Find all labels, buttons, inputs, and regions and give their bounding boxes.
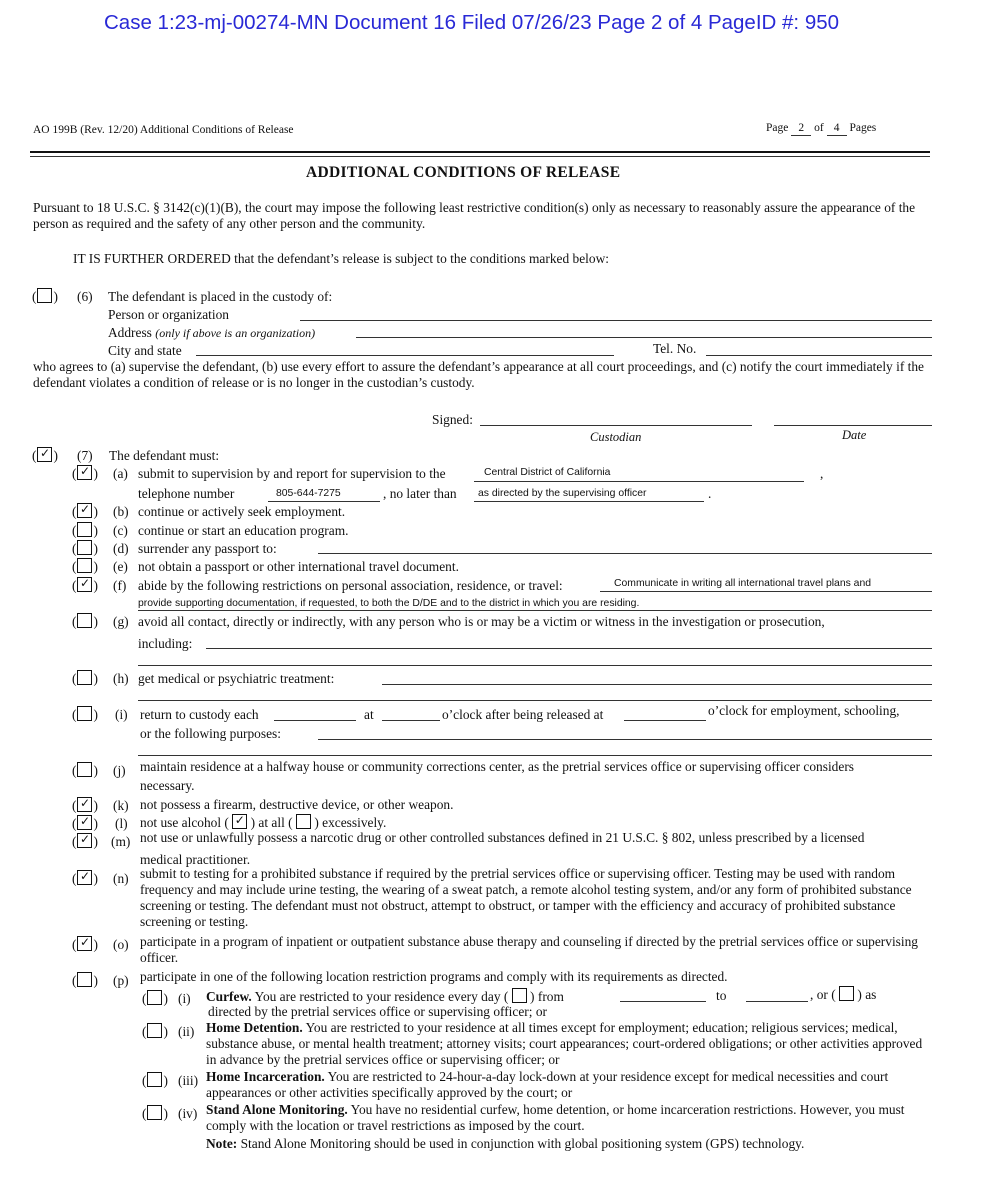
condition-e-letter: (e) [113, 559, 128, 574]
condition-g-text: avoid all contact, directly or indirectly, with any person who is or may be a victim or witness in the investigation or prosecution, [138, 614, 825, 629]
condition-f-text: abide by the following restrictions on personal association, residence, or travel: [138, 578, 563, 593]
curfew-text-1: You are restricted to your residence every day ( [254, 989, 509, 1004]
condition-c-text: continue or start an education program. [138, 523, 349, 538]
telephone-line [268, 501, 380, 502]
condition-b-letter: (b) [113, 504, 129, 519]
checkbox-icon [77, 870, 92, 885]
checkbox-icon [77, 706, 92, 721]
telephone-value: 805-644-7275 [276, 488, 341, 499]
condition-6-checkbox[interactable]: ( ) [32, 289, 58, 304]
no-later-label: , no later than [383, 486, 457, 501]
home-incarceration-body: You are restricted to 24-hour-a-day lock-down at your residence except for medical necessities and court appearances or other activities specifically approved by the court; or [206, 1069, 889, 1101]
curfew-as-text: ) as [857, 987, 877, 1002]
condition-b-text: continue or actively seek employment. [138, 504, 346, 519]
note-text: Stand Alone Monitoring should be used in conjunction with global positioning system (GPS) technology. [240, 1136, 805, 1151]
condition-k-letter: (k) [113, 798, 129, 813]
condition-l-text [140, 814, 386, 830]
checkbox-icon [77, 815, 92, 830]
checkbox-icon [77, 540, 92, 555]
curfew-from-line [620, 1001, 706, 1002]
travel-restriction-underline2 [138, 610, 932, 611]
stand-alone-monitoring-letter: (iv) [178, 1106, 198, 1121]
condition-d-checkbox[interactable]: ( ) [72, 541, 98, 556]
travel-restriction-underline1 [600, 591, 932, 592]
address-label [108, 325, 315, 341]
release-time-line [624, 720, 706, 721]
condition-o-text: participate in a program of inpatient or outpatient substance abuse therapy and counseling if directed by the pretrial services office or supervising officer. [140, 934, 919, 966]
condition-m-checkbox[interactable]: (✓ ) [72, 833, 98, 850]
home-detention-body: You are restricted to your residence at all times except for employment; education; religious services; medical, substance abuse, or mental health treatment; attorney visits; court appearances; court-ordered obligations; or other activities approved in advance by the pretrial services office or supervising officer; or [206, 1020, 923, 1068]
ordered-statement: IT IS FURTHER ORDERED that the defendant’s release is subject to the conditions marked below: [73, 251, 609, 266]
checkbox-icon [37, 447, 52, 462]
page-number: 2 [791, 121, 811, 136]
checkbox-icon [77, 522, 92, 537]
date-line [774, 425, 932, 426]
purposes-line-1 [318, 739, 932, 740]
i-for: o’clock for employment, schooling, [708, 703, 900, 718]
city-line [196, 355, 614, 356]
i-after: o’clock after being released at [442, 707, 604, 722]
return-time-line [382, 720, 440, 721]
form-id: AO 199B (Rev. 12/20) Additional Conditions of Release [33, 124, 294, 136]
case-banner: Case 1:23-mj-00274-MN Document 16 Filed 07/26/23 Page 2 of 4 PageID #: 950 [104, 11, 840, 34]
curfew-or [810, 986, 876, 1002]
curfew-as-directed-checkbox[interactable] [839, 986, 854, 1001]
i-purposes: or the following purposes: [140, 726, 281, 741]
home-incarceration-text [206, 1069, 934, 1101]
curfew-or-text: , or ( [810, 987, 836, 1002]
curfew-to-line [746, 1001, 808, 1002]
monitoring-note [206, 1136, 804, 1151]
of-label: of [814, 122, 824, 134]
curfew-checkbox[interactable]: ( ) [142, 991, 168, 1006]
checkbox-icon [147, 1023, 162, 1038]
treatment-line-1 [382, 684, 932, 685]
condition-c-letter: (c) [113, 523, 128, 538]
condition-p-text: participate in one of the following location restriction programs and comply with its requirements as directed. [140, 969, 728, 984]
address-label-text: Address [108, 325, 152, 340]
condition-n-letter: (n) [113, 871, 129, 886]
condition-d-text: surrender any passport to: [138, 541, 277, 556]
home-detention-checkbox[interactable]: ( ) [142, 1024, 168, 1039]
condition-7-label: (7) [77, 448, 93, 463]
condition-o-letter: (o) [113, 937, 129, 952]
address-line [356, 337, 932, 338]
condition-j-text2: necessary. [140, 778, 195, 793]
condition-i-text: return to custody each [140, 707, 259, 722]
checkbox-icon [77, 465, 92, 480]
home-detention-text [206, 1020, 934, 1068]
home-incarceration-checkbox[interactable]: ( ) [142, 1073, 168, 1088]
checkbox-icon [147, 1072, 162, 1087]
contact-line-2 [138, 665, 932, 666]
address-note: (only if above is an organization) [155, 326, 316, 340]
checkbox-icon [77, 972, 92, 987]
city-label: City and state [108, 343, 182, 358]
condition-7-checkbox[interactable]: (✓ ) [32, 447, 58, 464]
l-text-1: not use alcohol ( [140, 815, 229, 830]
l-text-2: ) at all ( [250, 815, 293, 830]
condition-6-label: (6) [77, 289, 93, 304]
condition-i-checkbox[interactable]: ( ) [72, 707, 98, 722]
checkbox-icon [77, 797, 92, 812]
report-deadline-line [474, 501, 704, 502]
intro-paragraph: Pursuant to 18 U.S.C. § 3142(c)(1)(B), the court may impose the following least restrictive condition(s) only as necessary to reasonably assure the appearance of the person as required and the safety of any other person and the community. [33, 200, 916, 232]
contact-line-1 [206, 648, 932, 649]
condition-i-letter: (i) [115, 707, 128, 722]
pages-label: Pages [849, 122, 877, 134]
stand-alone-monitoring-body: You have no residential curfew, home detention, or home incarceration restrictions. However, you must comply with the location or travel restrictions as imposed by the court. [206, 1102, 905, 1134]
supervision-district: Central District of California [484, 467, 611, 478]
page-indicator [766, 121, 876, 136]
travel-restriction-line2: provide supporting documentation, if requested, to both the D/DE and to the district in which you are residing. [138, 598, 640, 609]
checkbox-icon [77, 936, 92, 951]
l-text-3: ) excessively. [314, 815, 387, 830]
condition-j-checkbox[interactable]: ( ) [72, 763, 98, 778]
checkbox-icon [147, 990, 162, 1005]
condition-h-text: get medical or psychiatric treatment: [138, 671, 335, 686]
date-caption: Date [842, 428, 867, 442]
checkbox-icon [77, 833, 92, 848]
document-title: ADDITIONAL CONDITIONS OF RELEASE [306, 164, 621, 181]
condition-g-including: including: [138, 636, 193, 651]
a-comma: , [820, 466, 824, 481]
curfew-title: Curfew. [206, 989, 252, 1004]
condition-p-checkbox[interactable]: ( ) [72, 973, 98, 988]
person-line [300, 320, 932, 321]
condition-h-letter: (h) [113, 671, 129, 686]
condition-c-checkbox[interactable]: ( ) [72, 523, 98, 538]
condition-o-checkbox[interactable]: (✓ ) [72, 936, 98, 953]
tel-label: Tel. No. [653, 341, 697, 356]
condition-d-letter: (d) [113, 541, 129, 556]
checkbox-icon [77, 762, 92, 777]
signed-label: Signed: [432, 412, 473, 427]
condition-a-checkbox[interactable]: (✓ ) [72, 465, 98, 482]
checkbox-icon [77, 558, 92, 573]
home-detention-letter: (ii) [178, 1024, 195, 1039]
curfew-to: to [716, 988, 727, 1003]
condition-j-text: maintain residence at a halfway house or community corrections center, as the pretrial services office or supervising officer considers [140, 759, 854, 774]
condition-f-letter: (f) [113, 578, 127, 593]
header-rule-1 [30, 151, 930, 153]
checkbox-icon [77, 503, 92, 518]
condition-f-checkbox[interactable]: (✓ ) [72, 577, 98, 594]
condition-k-text: not possess a firearm, destructive device, or other weapon. [140, 797, 454, 812]
curfew-text [206, 988, 564, 1004]
condition-g-letter: (g) [113, 614, 129, 629]
return-day-line [274, 720, 356, 721]
checkbox-icon [37, 288, 52, 303]
supervision-district-line [474, 481, 804, 482]
condition-l-letter: (l) [115, 816, 128, 831]
purposes-line-2 [138, 755, 932, 756]
i-at: at [364, 707, 374, 722]
condition-m-letter: (m) [111, 834, 131, 849]
condition-j-letter: (j) [113, 763, 126, 778]
curfew-from: ) from [530, 989, 564, 1004]
telephone-label: telephone number [138, 486, 235, 501]
home-incarceration-title: Home Incarceration. [206, 1069, 325, 1084]
condition-a-text: submit to supervision by and report for supervision to the [138, 466, 446, 481]
condition-b-checkbox[interactable]: (✓ ) [72, 503, 98, 520]
curfew-every-day-checkbox[interactable] [512, 988, 527, 1003]
custodian-caption: Custodian [590, 430, 642, 444]
condition-p-letter: (p) [113, 973, 129, 988]
checkbox-icon [147, 1105, 162, 1120]
a-period: . [708, 486, 712, 501]
condition-a-letter: (a) [113, 466, 128, 481]
condition-h-checkbox[interactable]: ( ) [72, 671, 98, 686]
stand-alone-monitoring-checkbox[interactable]: ( ) [142, 1106, 168, 1121]
condition-n-checkbox[interactable]: (✓ ) [72, 870, 98, 887]
page-label: Page [766, 122, 789, 134]
signature-line [480, 425, 752, 426]
condition-k-checkbox[interactable]: (✓ ) [72, 797, 98, 814]
checkbox-icon [77, 613, 92, 628]
condition-g-checkbox[interactable]: ( ) [72, 614, 98, 629]
treatment-line-2 [138, 700, 932, 701]
curfew-text-2: directed by the pretrial services office or supervising officer; or [208, 1004, 547, 1019]
passport-line [318, 553, 932, 554]
home-detention-title: Home Detention. [206, 1020, 303, 1035]
page-total: 4 [827, 121, 847, 136]
alcohol-at-all-checkbox[interactable] [232, 814, 247, 829]
condition-n-text: submit to testing for a prohibited substance if required by the pretrial services office or supervising officer. Testing may be used with random frequency and may include urine testing, the wearing of a sweat patch, a remote alcohol testing system, and/or any form of prohibited substance screening or testing. The defendant must not obstruct, attempt to obstruct, or tamper with the efficiency and accuracy of prohibited substance screening or testing. [140, 866, 912, 930]
condition-e-checkbox[interactable]: ( ) [72, 559, 98, 574]
stand-alone-monitoring-title: Stand Alone Monitoring. [206, 1102, 348, 1117]
header-rule-2 [30, 156, 930, 157]
custodian-agreement: who agrees to (a) supervise the defendant, (b) use every effort to assure the defendant’s appearance at all court proceedings, and (c) notify the court immediately if the defendant violates a condition of release or is no longer in the custodian’s custody. [33, 359, 924, 391]
note-title: Note: [206, 1136, 238, 1151]
condition-m-text2: medical practitioner. [140, 852, 251, 867]
stand-alone-monitoring-text [206, 1102, 934, 1134]
travel-restriction-line1: Communicate in writing all international travel plans and [614, 578, 872, 589]
condition-e-text: not obtain a passport or other international travel document. [138, 559, 459, 574]
checkbox-icon [77, 577, 92, 592]
condition-7-text: The defendant must: [109, 448, 220, 463]
condition-6-text: The defendant is placed in the custody of: [108, 289, 333, 304]
curfew-letter: (i) [178, 991, 191, 1006]
condition-l-checkbox[interactable]: (✓ ) [72, 815, 98, 832]
tel-line [706, 355, 932, 356]
home-incarceration-letter: (iii) [178, 1073, 199, 1088]
person-label: Person or organization [108, 307, 229, 322]
condition-m-text: not use or unlawfully possess a narcotic drug or other controlled substances defined in 21 U.S.C. § 802, unless prescribed by a licensed [140, 830, 865, 845]
checkbox-icon [77, 670, 92, 685]
report-deadline: as directed by the supervising officer [478, 488, 647, 499]
alcohol-excess-checkbox[interactable] [296, 814, 311, 829]
